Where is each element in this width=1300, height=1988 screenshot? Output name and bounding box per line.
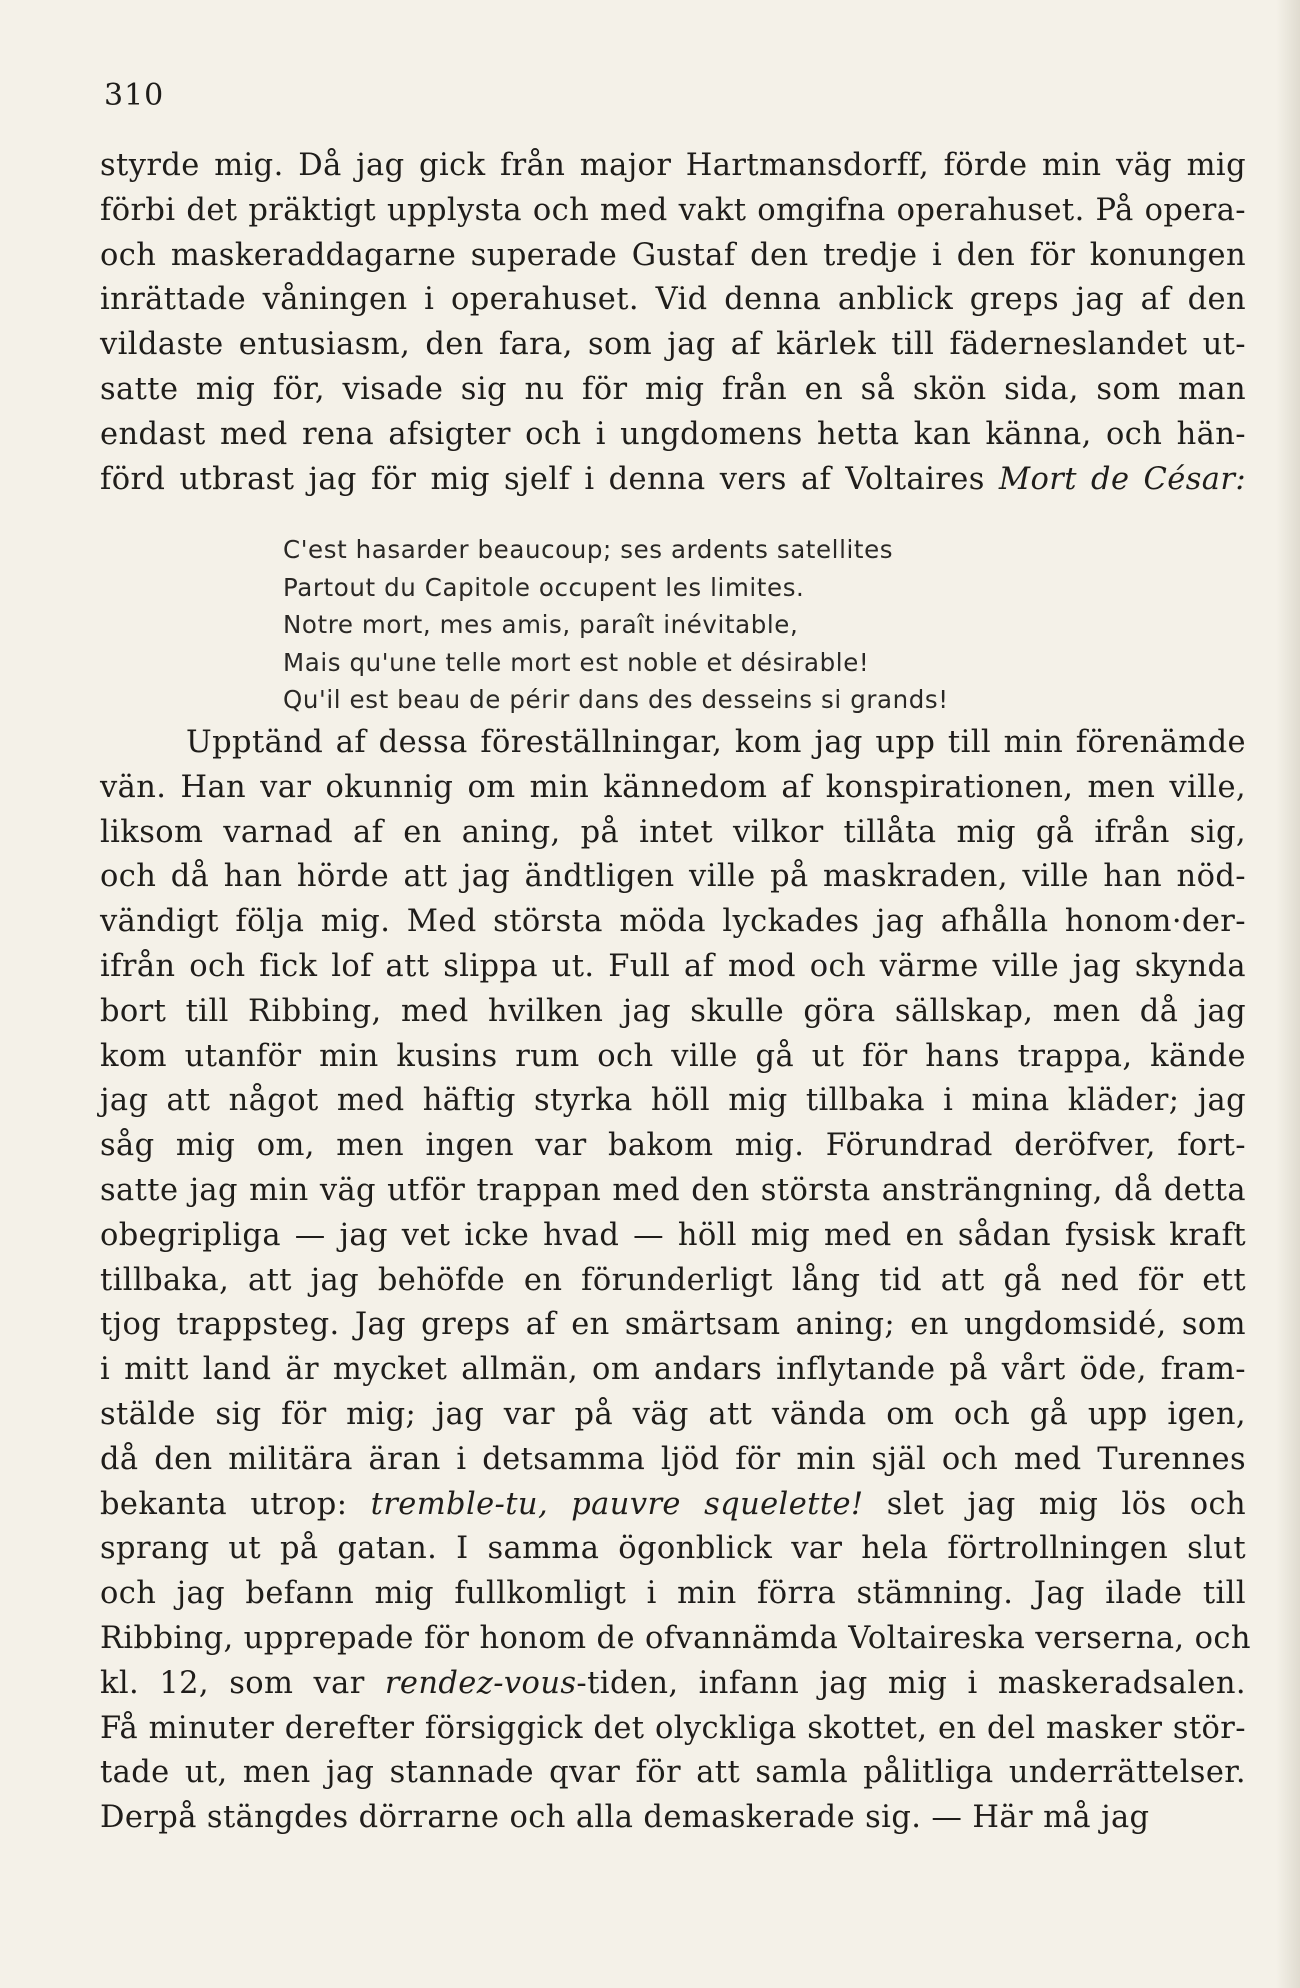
text-line: då den militära äran i detsamma ljöd för min själ och med Turennes xyxy=(100,1441,1246,1477)
text-line: och maskeraddagarne superade Gustaf den tredje i den för konungen xyxy=(100,237,1246,273)
text-line: vändigt följa mig. Med största möda lyckades jag afhålla honom·der- xyxy=(100,904,1246,940)
text-line: och då han hörde att jag ändtligen ville på maskraden, ville han nöd- xyxy=(100,859,1246,895)
play-title: Mort de César: xyxy=(998,461,1246,497)
text-line: jag att något med häftig styrka höll mig tillbaka i mina kläder; jag xyxy=(100,1083,1246,1119)
text-line-with-quote xyxy=(100,1483,1246,1528)
text-line: i mitt land är mycket allmän, om andars inflytande på vårt öde, fram- xyxy=(100,1352,1246,1388)
text-line: Ribbing, upprepade för honom de ofvannämda Voltaireska verserna, och xyxy=(100,1620,1251,1656)
verse-line: Partout du Capitole occupent les limites. xyxy=(283,572,805,602)
text-line: förbi det präktigt upplysta och med vakt omgifna operahuset. På opera- xyxy=(100,192,1246,228)
text-line: tillbaka, att jag behöfde en förunderligt lång tid att gå ned för ett xyxy=(100,1262,1246,1298)
text-line: tade ut, men jag stannade qvar för att samla pålitliga underrättelser. xyxy=(100,1755,1246,1791)
text-line: såg mig om, men ingen var bakom mig. Förundrad deröfver, fort- xyxy=(100,1128,1246,1164)
text-span: bekanta utrop: xyxy=(100,1486,371,1522)
text-span: -tiden, infann jag mig i maskeradsalen. xyxy=(576,1665,1246,1701)
page-edge-shadow xyxy=(1276,0,1300,1988)
text-line: endast med rena afsigter och i ungdomens hetta kan känna, och hän- xyxy=(100,416,1246,452)
verse-line: Notre mort, mes amis, paraît inévitable, xyxy=(283,610,799,639)
text-span: slet jag mig lös och xyxy=(863,1486,1247,1522)
paragraph-1 xyxy=(100,144,1246,502)
text-line: obegripliga — jag vet icke hvad — höll mig med en sådan fysisk kraft xyxy=(100,1217,1246,1253)
text-line: stälde sig för mig; jag var på väg att vända om och gå upp igen, xyxy=(100,1396,1246,1432)
text-line: satte jag min väg utför trappan med den största ansträngning, då detta xyxy=(100,1172,1246,1208)
quoted-exclamation: tremble-tu, pauvre squelette! xyxy=(370,1486,864,1522)
text-line: bort till Ribbing, med hvilken jag skulle göra sällskap, men då jag xyxy=(100,993,1246,1029)
text-span: kl. 12, som var xyxy=(100,1665,385,1701)
paragraph-2 xyxy=(100,721,1251,1841)
text-line: och jag befann mig fullkomligt i min förra stämning. Jag ilade till xyxy=(100,1576,1246,1612)
verse-line: Mais qu'une telle mort est noble et désirable! xyxy=(283,647,870,677)
text-line-with-title xyxy=(100,458,1246,503)
text-line: Upptänd af dessa föreställningar, kom jag upp till min förenämde xyxy=(186,725,1246,760)
text-line: vildaste entusiasm, den fara, som jag af kärlek till fäderneslandet ut- xyxy=(100,327,1246,363)
text-line: styrde mig. Då jag gick från major Hartmansdorff, förde min väg mig xyxy=(100,148,1246,183)
verse-line: C'est hasarder beaucoup; ses ardents satellites xyxy=(283,535,894,564)
text-line: inrättade våningen i operahuset. Vid denna anblick greps jag af den xyxy=(100,282,1246,318)
text-line: Få minuter derefter försiggick det olyckliga skottet, en del masker stör- xyxy=(100,1710,1246,1746)
text-line: sprang ut på gatan. I samma ögonblick var hela förtrollningen slut xyxy=(100,1531,1246,1567)
text-line: Derpå stängdes dörrarne och alla demaskerade sig. — Här må jag xyxy=(100,1800,1150,1836)
verse-quotation xyxy=(283,531,1083,719)
text-line: liksom varnad af en aning, på intet vilkor tillåta mig gå ifrån sig, xyxy=(100,814,1246,850)
text-line: ifrån och fick lof att slippa ut. Full af mod och värme ville jag skynda xyxy=(100,948,1246,984)
italic-term: rendez-vous xyxy=(384,1665,577,1701)
text-line-with-term xyxy=(100,1662,1246,1707)
page-number: 310 xyxy=(104,78,165,113)
text-line: satte mig för, visade sig nu för mig från en så skön sida, som man xyxy=(100,371,1246,407)
text-line: tjog trappsteg. Jag greps af en smärtsam aning; en ungdomsidé, som xyxy=(100,1307,1246,1343)
text-line: vän. Han var okunnig om min kännedom af konspirationen, men ville, xyxy=(100,769,1246,805)
text-span: förd utbrast jag för mig sjelf i denna vers af Voltaires xyxy=(100,461,999,497)
text-line: kom utanför min kusins rum och ville gå ut för hans trappa, kände xyxy=(100,1038,1246,1074)
verse-line: Qu'il est beau de périr dans des desseins si grands! xyxy=(283,685,949,714)
